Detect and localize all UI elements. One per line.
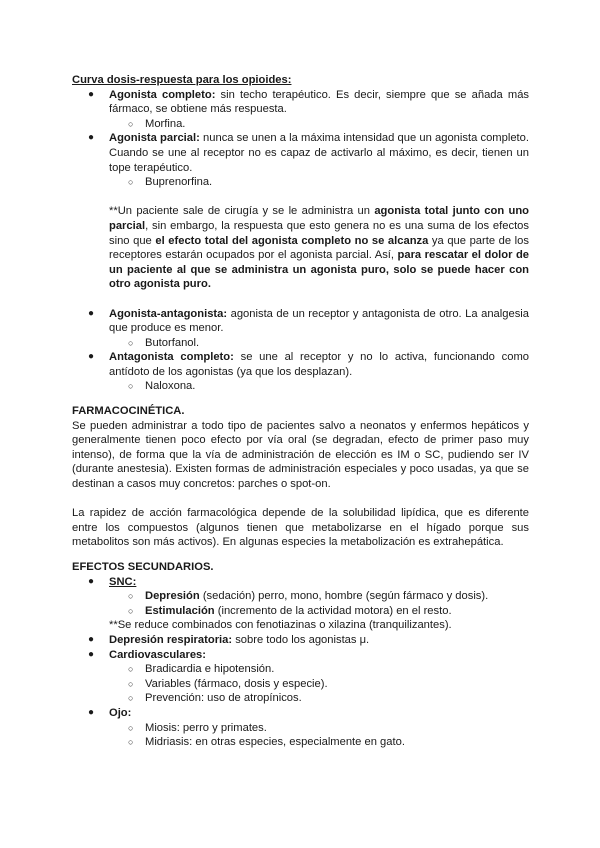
bullet-icon: ● bbox=[88, 88, 95, 100]
document-page bbox=[72, 73, 529, 750]
list-item-depresion-respiratoria: ● Depresión respiratoria: sobre todo los agonistas μ. bbox=[88, 633, 370, 646]
bullet-icon: ● bbox=[88, 132, 95, 144]
list-item-cardiovasculares: ● Cardiovasculares: bbox=[88, 648, 207, 661]
circle-bullet-icon: ○ bbox=[128, 118, 134, 129]
sub-item-naloxona: ○ Naloxona. bbox=[128, 380, 196, 393]
bullet-icon: ● bbox=[88, 307, 95, 319]
sub-item-bradicardia: ○ Bradicardia e hipotensión. bbox=[128, 663, 275, 676]
bullet-icon: ● bbox=[88, 648, 95, 660]
sub-item-morfina: ○ Morfina. bbox=[128, 117, 186, 130]
clinical-note: **Un paciente sale de cirugía y se le administra un agonista total junto con uno parcial, sin embargo, la respuesta que esto genera no es una suma de los efectos sino que el efecto total del agonista completo no se alcanza ya que parte de los receptores estarán ocupados por el agonista parcial. Así, para rescatar el dolor de un paciente al que se administra un agonista puro, solo se puede hacer con otro agonista puro. bbox=[109, 205, 529, 291]
list-item-snc: ● SNC: bbox=[88, 575, 137, 588]
circle-bullet-icon: ○ bbox=[128, 605, 134, 616]
list-item-ojo: ● Ojo: bbox=[88, 706, 132, 719]
list-item-antagonista-completo: ● Antagonista completo: se une al receptor y no lo activa, funcionando como antídoto de los agonistas (ya que los desplazan). bbox=[88, 351, 529, 378]
sub-item-depresion: ○ Depresión (sedación) perro, mono, hombre (según fármaco y dosis). bbox=[128, 590, 489, 603]
list-item-agonista-antagonista: ● Agonista-antagonista: agonista de un receptor y antagonista de otro. La analgesia que produce es menor. bbox=[88, 307, 529, 335]
sub-item-butorfanol: ○ Butorfanol. bbox=[128, 336, 200, 349]
sub-item-variables: ○ Variables (fármaco, dosis y especie). bbox=[128, 677, 328, 690]
snc-note: **Se reduce combinados con fenotiazinas o xilazina (tranquilizantes). bbox=[109, 619, 452, 632]
circle-bullet-icon: ○ bbox=[128, 177, 134, 188]
sub-item-buprenorfina: ○ Buprenorfina. bbox=[128, 176, 213, 189]
circle-bullet-icon: ○ bbox=[128, 678, 134, 689]
circle-bullet-icon: ○ bbox=[128, 693, 134, 704]
circle-bullet-icon: ○ bbox=[128, 381, 134, 392]
sub-item-prevencion: ○ Prevención: uso de atropínicos. bbox=[128, 692, 302, 705]
bullet-icon: ● bbox=[88, 633, 95, 645]
circle-bullet-icon: ○ bbox=[128, 737, 134, 748]
circle-bullet-icon: ○ bbox=[128, 722, 134, 733]
bullet-icon: ● bbox=[88, 575, 95, 587]
section-title-efectos: EFECTOS SECUNDARIOS. bbox=[72, 561, 214, 573]
paragraph-rapidez: La rapidez de acción farmacológica depende de la solubilidad lipídica, que es diferente entre los compuestos (algunos tienen que metabolizarse en el hígado porque sus metabolitos son más activos). En algunas especies la metabolización es extrahepática. bbox=[72, 507, 529, 549]
list-item-agonista-parcial: ● Agonista parcial: nunca se unen a la máxima intensidad que un agonista completo. Cuando se une al receptor no es capaz de activarlo al máximo, es decir, tienen un tope terapéutico. bbox=[88, 132, 529, 174]
section-title-dose-response: Curva dosis-respuesta para los opioides: bbox=[72, 74, 292, 86]
sub-item-miosis: ○ Miosis: perro y primates. bbox=[128, 721, 267, 734]
sub-item-estimulacion: ○ Estimulación (incremento de la actividad motora) en el resto. bbox=[128, 604, 452, 617]
circle-bullet-icon: ○ bbox=[128, 664, 134, 675]
paragraph-administracion: Se pueden administrar a todo tipo de pacientes salvo a neonatos y enfermos hepáticos y generalmente tienen poco efecto por vía oral (se degradan, efecto de primer paso muy intenso), de forma que la vía de administración de elección es IM o SC, pudiendo ser IV (durante anestesia). Existen formas de administración especiales y poco usadas, ya que se destinan a casos muy concretos: parches o spot-on. bbox=[72, 419, 529, 491]
bullet-icon: ● bbox=[88, 351, 95, 363]
bullet-icon: ● bbox=[88, 706, 95, 718]
circle-bullet-icon: ○ bbox=[128, 591, 134, 602]
circle-bullet-icon: ○ bbox=[128, 337, 134, 348]
section-title-farmacocinetica: FARMACOCINÉTICA. bbox=[72, 405, 185, 418]
sub-item-midriasis: ○ Midriasis: en otras especies, especialmente en gato. bbox=[128, 736, 405, 749]
list-item-agonista-completo: ● Agonista completo: sin techo terapéutico. Es decir, siempre que se añada más fármaco, se obtiene más respuesta. bbox=[88, 88, 530, 116]
